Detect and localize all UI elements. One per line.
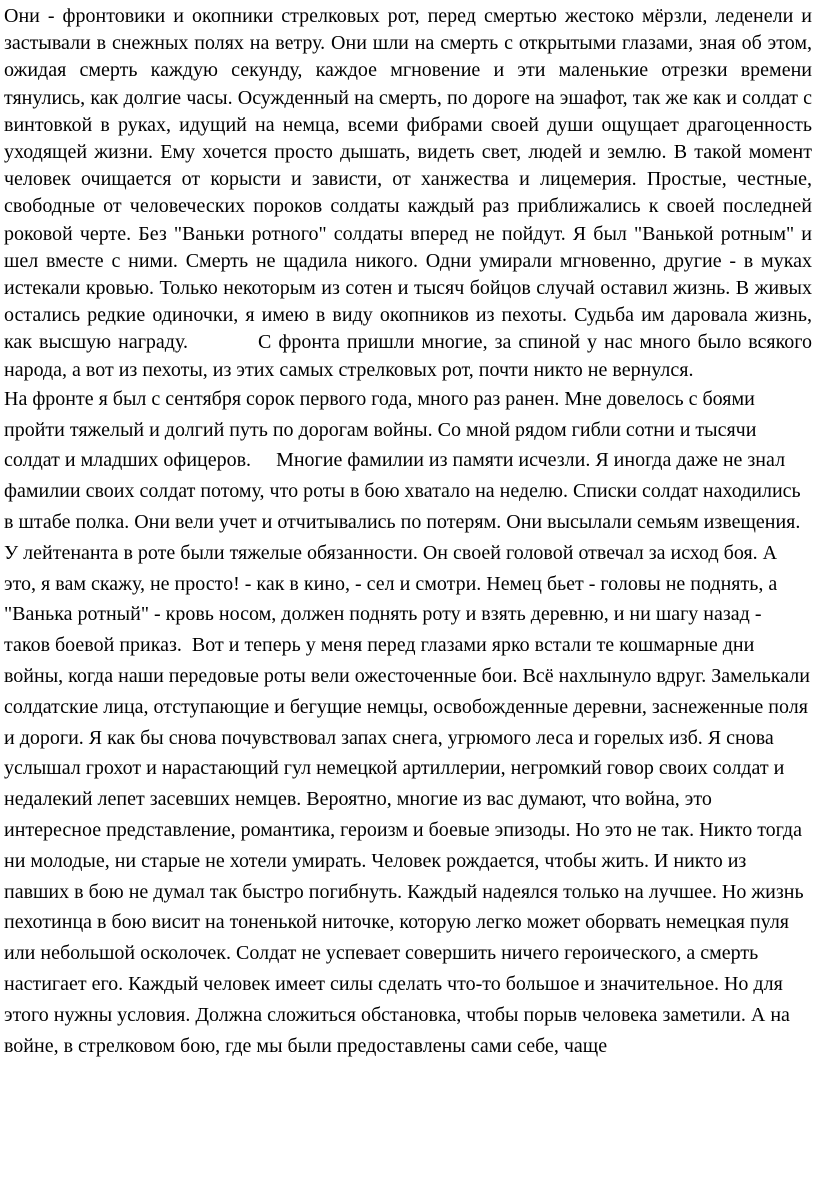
paragraph-text: Вот и теперь у меня перед глазами ярко встали те кошмарные дни войны, когда наши передовые роты вели ожесточенные бои. Всё нахлынуло вдруг. Замелькали солдатские лица, отступающие и бегущие немцы, освобожденные деревни, заснеженные поля и дороги. Я как бы снова почувствовал запах снега, угрюмого леса и горелых изб. Я снова услышал грохот и нарастающий гул немецкой артиллерии, негромкий говор своих солдат и недалекий лепет засевших немцев. Вероятно, многие из вас думают, что война, это интересное представление, романтика, героизм и боевые эпизоды. Но это не так. Никто тогда ни молодые, ни старые не хотели умирать. Человек рождается, чтобы жить. И никто из павших в бою не думал так быстро погибнуть. Каждый надеялся только на лучшее. Но жизнь пехотинца в бою висит на тоненькой ниточке, которую легко может оборвать немецкая пуля или небольшой осколочек. Солдат не успевает совершить ничего героического, а смерть настигает его. Каждый человек имеет силы сделать что-то большое и значительное. Но для этого нужны условия. Должна сложиться обстановка, чтобы порыв человека заметили. А на войне, в стрелковом бою, где мы были предоставлены сами себе, чаще [4,634,810,1057]
text-gap [251,449,276,471]
paragraph-text: Многие фамилии из памяти исчезли. Я иногда даже не знал фамилии своих солдат потому, что роты в бою хватало на неделю. Списки солдат находились в штабе полка. Они вели учет и отчитывались по потерям. Они высылали семьям извещения. У лейтенанта в роте были тяжелые обязанности. Он своей головой отвечал за исход боя. А это, я вам скажу, не просто! - как в кино, - сел и смотри. Немец бьет - головы не поднять, а "Ванька ротный" - кровь носом, должен поднять роту и взять деревню, и ни шагу назад - таков боевой приказ. [4,449,801,657]
text-gap [182,634,192,656]
paragraph-text: На фронте я был с сентября сорок первого года, много раз ранен. Мне довелось с боями пройти тяжелый и долгий путь по дорогам войны. Со мной рядом гибли сотни и тысячи солдат и младших офицеров. [4,387,757,472]
paragraph [4,384,812,1062]
paragraph-text: Они - фронтовики и окопники стрелковых рот, перед смертью жестоко мёрзли, леденели и застывали в снежных полях на ветру. Они шли на смерть с открытыми глазами, зная об этом, ожидая смерть каждую секунду, каждое мгновение и эти маленькие отрезки времени тянулись, как долгие часы. Осужденный на смерть, по дороге на эшафот, так же как и солдат с винтовкой в руках, идущий на немца, всеми фибрами своей души ощущает драгоценность уходящей жизни. Ему хочется просто дышать, видеть свет, людей и землю. В такой момент человек очищается от корысти и зависти, от ханжества и лицемерия. Простые, честные, свободные от человеческих пороков солдаты каждый раз приближались к своей последней роковой черте. Без "Ваньки ротного" солдаты вперед не пойдут. Я был "Ванькой ротным" и шел вместе с ними. Смерть не щадила никого. Одни умирали мгновенно, другие - в муках истекали кровью. Только некоторым из сотен и тысяч бойцов случай оставил жизнь. В живых остались редкие одиночки, я имею в виду окопников из пехоты. Судьба им даровала жизнь, как высшую награду. [4,5,812,354]
paragraph [4,3,812,384]
text-gap [188,331,258,353]
paragraph-text: С фронта пришли многие, за спиной у нас много было всякого народа, а вот из пехоты, из этих самых стрелковых рот, почти никто не вернулся. [4,331,813,381]
